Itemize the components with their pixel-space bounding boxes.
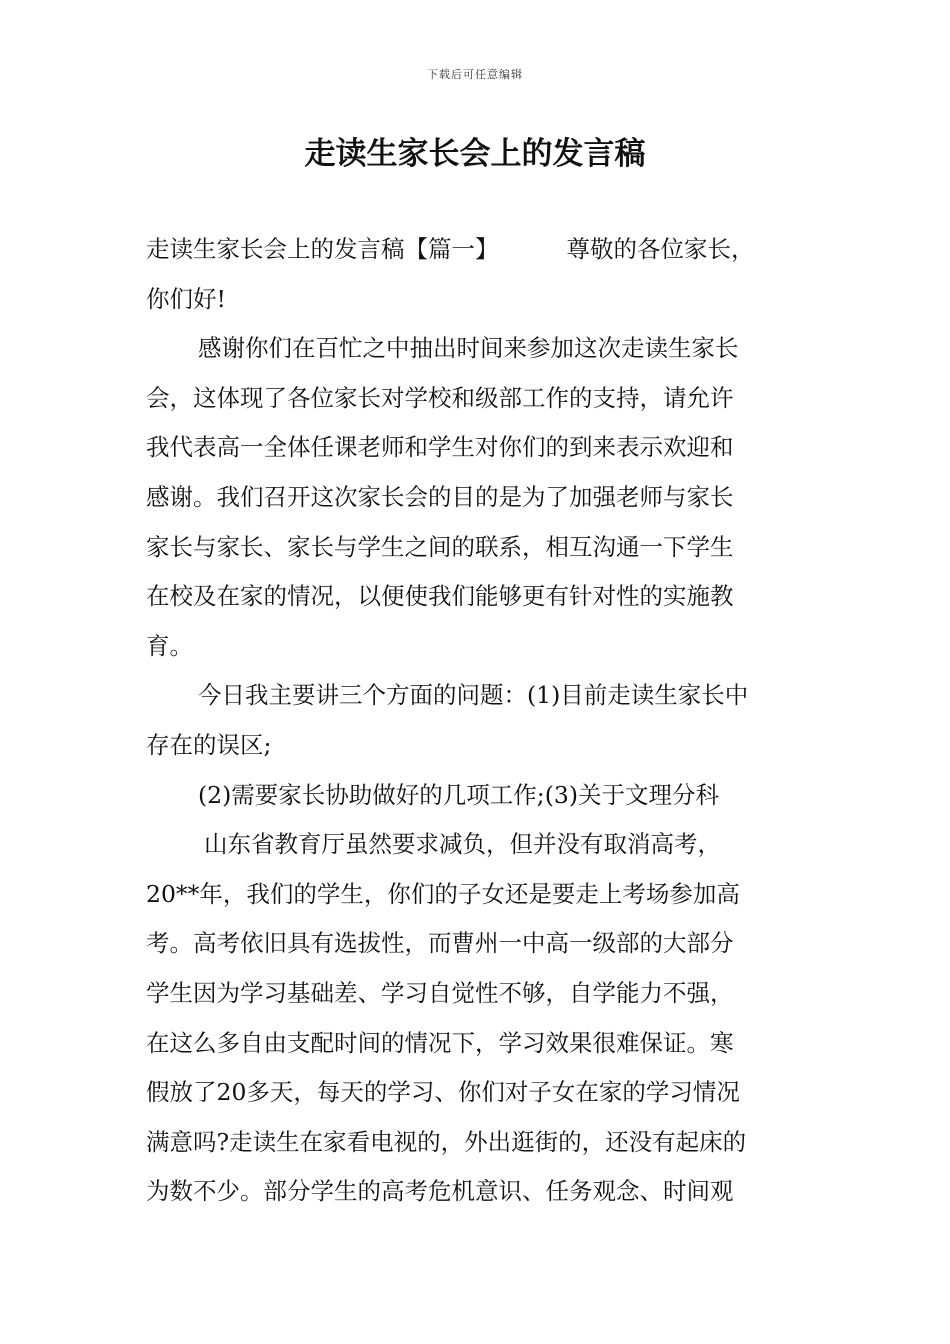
paragraph-line: 我代表高一全体任课老师和学生对你们的到来表示欢迎和 [146, 433, 734, 462]
paragraph-line: 育。 [146, 631, 193, 660]
paragraph-line: 感谢你们在百忙之中抽出时间来参加这次走读生家长 [198, 334, 739, 363]
section-heading: 走读生家长会上的发言稿【篇一】 [146, 235, 499, 263]
paragraph-line: (2)需要家长协助做好的几项工作;(3)关于文理分科 [198, 780, 719, 809]
paragraph-line: 会，这体现了各位家长对学校和级部工作的支持，请允许 [146, 383, 734, 412]
document-title: 走读生家长会上的发言稿 [304, 136, 646, 172]
paragraph-line: 20**年，我们的学生，你们的子女还是要走上考场参加高 [146, 879, 740, 908]
paragraph-line: 你们好! [146, 284, 226, 313]
paragraph-line: 为数不少。部分学生的高考危机意识、任务观念、时间观 [146, 1177, 734, 1206]
paragraph-line: 考。高考依旧具有选拔性，而曹州一中高一级部的大部分 [146, 929, 734, 958]
paragraph-line [146, 225, 810, 275]
paragraph-line: 在校及在家的情况，以便使我们能够更有针对性的实施教 [146, 582, 734, 611]
paragraph-line: 假放了20多天，每天的学习、你们对子女在家的学习情况 [146, 1078, 740, 1107]
document-body [146, 225, 810, 1217]
paragraph-line: 感谢。我们召开这次家长会的目的是为了加强老师与家长 [146, 482, 734, 511]
paragraph-line: 家长与家长、家长与学生之间的联系，相互沟通一下学生 [146, 532, 734, 561]
paragraph-line: 在这么多自由支配时间的情况下，学习效果很难保证。寒 [146, 1028, 734, 1057]
salutation: 尊敬的各位家长， [566, 235, 755, 263]
paragraph-line: 学生因为学习基础差、学习自觉性不够，自学能力不强， [146, 978, 734, 1007]
paragraph-line: 满意吗?走读生在家看电视的，外出逛街的，还没有起床的 [146, 1127, 747, 1156]
paragraph-line: 山东省教育厅虽然要求减负，但并没有取消高考， [204, 830, 721, 859]
paragraph-line: 存在的误区; [146, 730, 272, 759]
header-note: 下载后可任意编辑 [427, 68, 523, 81]
paragraph-line: 今日我主要讲三个方面的问题：(1)目前走读生家长中 [198, 681, 749, 710]
